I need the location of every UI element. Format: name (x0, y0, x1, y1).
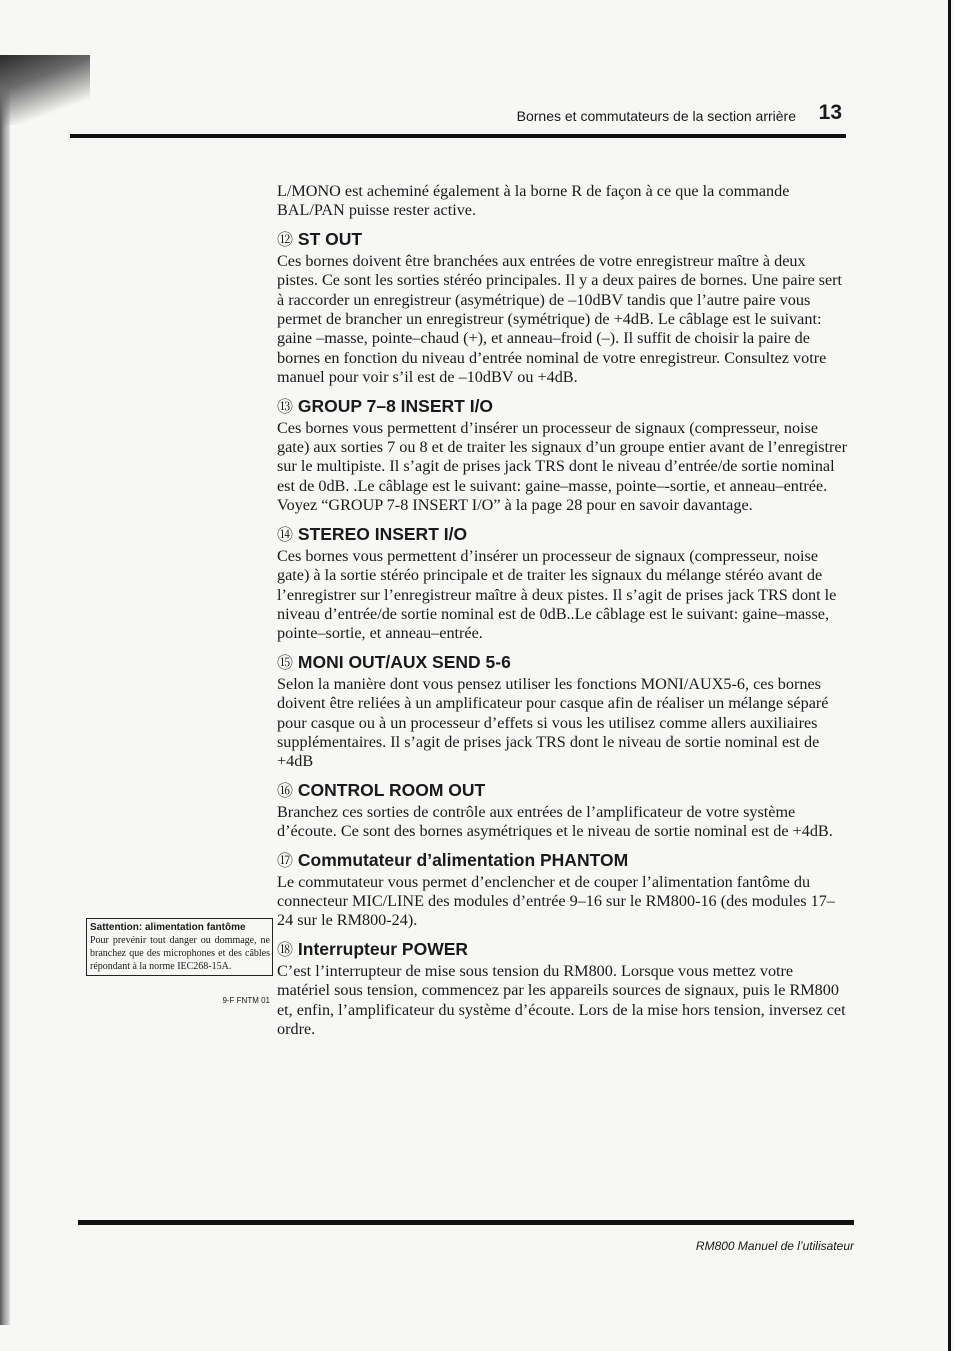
page-header (0, 100, 846, 130)
section-text: Ces bornes doivent être branchées aux entrées de votre enregistreur maître à deux pistes. Ce sont les sorties stéréo principales. Il y a deux paires de bornes. Une paire sert à raccorder un enregistreur (asymétrique) de –10dBV tandis que l’autre paire vous permet de brancher un enregistreur (symétrique) de +4dB. Le câblage est le suivant: gaine –masse, pointe–chaud (+), et anneau–froid (–). Il suffit de choisir la paire de bornes en fonction du niveau d’entrée nominal de votre enregistreur. Consultez votre manuel pour voir s’il est de –10dBV ou +4dB. (277, 251, 843, 387)
section-heading (277, 228, 849, 252)
footer-rule (78, 1220, 854, 1225)
header-title: Bornes et commutateurs de la section arrière (516, 108, 796, 124)
section-title: GROUP 7–8 INSERT I/O (297, 395, 494, 416)
warning-code: 9-F FNTM 01 (222, 996, 270, 1005)
section-title: ST OUT (297, 228, 363, 249)
section-power (277, 938, 849, 1040)
section-text: Selon la manière dont vous pensez utiliser les fonctions MONI/AUX5-6, ces bornes doivent être reliées à un amplificateur pour casque afin de réaliser un mélange séparé pour casque ou à un processeur d’effets si vous les utilisez comme allers auxiliaires supplémentaires. Il s’agit de prises jack TRS dont le niveau de sortie nominal est de +4dB (277, 674, 829, 771)
main-content (277, 182, 849, 1046)
section-stereo-insert (277, 523, 849, 644)
section-heading (277, 938, 849, 962)
section-text: Ces bornes vous permettent d’insérer un processeur de signaux (compresseur, noise gate) à la sortie stéréo principale et de traiter les signaux du mélange stéréo avant de l’enregistrer sur l’enregistreur maître à deux pistes. Il s’agit de prises jack TRS dont le niveau d’entrée/de sortie nominal est de 0dB..Le câblage est le suivant: gaine–masse, pointe–sortie, et anneau–entrée. (277, 546, 837, 643)
section-number: ⑯ (277, 782, 294, 800)
section-title: MONI OUT/AUX SEND 5-6 (297, 651, 511, 672)
section-heading (277, 779, 849, 803)
section-title: STEREO INSERT I/O (297, 523, 468, 544)
section-phantom (277, 849, 849, 931)
section-number: ⑬ (277, 398, 294, 416)
section-control-room-out (277, 779, 849, 842)
phantom-warning-box (86, 918, 273, 976)
section-text: C’est l’interrupteur de mise sous tension du RM800. Lorsque vous mettez votre matériel sous tension, commencez par les appareils sources de signaux, puis le RM800 et, enfin, l’amplificateur du système d’écoute. Lors de la mise hors tension, inversez cet ordre. (277, 961, 846, 1038)
section-text: Le commutateur vous permet d’enclencher et de couper l’alimentation fantôme du connecteur MIC/LINE des modules d’entrée 9–16 sur le RM800-16 (des modules 17–24 sur le RM800-24). (277, 872, 835, 930)
scan-shadow-left (0, 55, 10, 1325)
section-title: Commutateur d’alimentation PHANTOM (297, 849, 629, 870)
intro-paragraph: L/MONO est acheminé également à la borne R de façon à ce que la commande BAL/PAN puisse rester active. (277, 182, 790, 220)
warning-text: Pour prevénir tout danger ou dommage, ne branchez que des microphones et des câbles répondant à la norme IEC268-15A. (90, 935, 270, 972)
section-title: Interrupteur POWER (297, 938, 469, 959)
header-rule (70, 134, 846, 138)
section-title: CONTROL ROOM OUT (297, 779, 486, 800)
footer-manual-title: RM800 Manuel de l’utilisateur (695, 1239, 854, 1253)
section-st-out (277, 228, 849, 388)
section-heading (277, 849, 849, 873)
warning-title: Sattention: alimentation fantôme (90, 922, 246, 933)
section-text: Branchez ces sorties de contrôle aux entrées de l’amplificateur de votre système d’écoute. Ce sont des bornes asymétriques et le niveau de sortie nominal est de +4dB. (277, 802, 833, 841)
section-group-insert (277, 395, 849, 516)
section-number: ⑱ (277, 941, 294, 959)
section-text: Ces bornes vous permettent d’insérer un processeur de signaux (compresseur, noise gate) aux sorties 7 ou 8 et de traiter les signaux d’un groupe entier avant de l’enregistrer sur le multipiste. Il s’agit de prises jack TRS dont le niveau d’entrée/de sortie nominal est de 0dB. .Le câblage est le suivant: gaine–masse, pointe–-sortie, et anneau–entrée. Voyez “GROUP 7-8 INSERT I/O” à la page 28 pour en savoir davantage. (277, 418, 847, 515)
section-number: ⑰ (277, 852, 294, 870)
page-number: 13 (818, 101, 842, 124)
section-heading (277, 395, 849, 419)
section-moni-out (277, 651, 849, 772)
section-heading (277, 651, 849, 675)
scan-edge-right (948, 0, 951, 1351)
section-number: ⑭ (277, 526, 294, 544)
section-number: ⑫ (277, 231, 294, 249)
section-heading (277, 523, 849, 547)
section-number: ⑮ (277, 654, 294, 672)
